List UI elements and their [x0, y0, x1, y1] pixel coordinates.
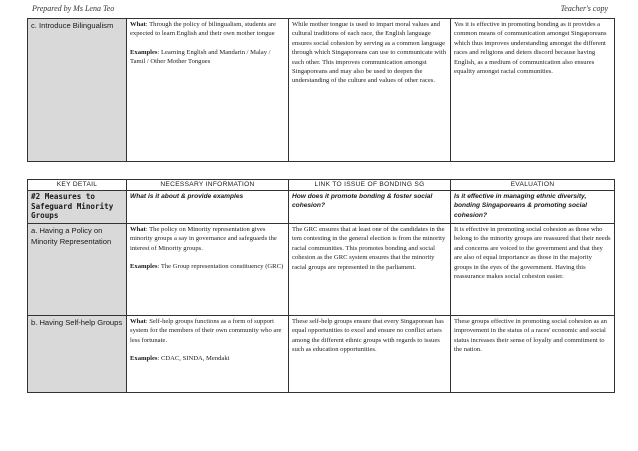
author-label: Prepared by Ms Lena Teo [32, 4, 115, 13]
section-title: #2 Measures to Safeguard Minority Groups [28, 191, 127, 224]
column-header: KEY DETAIL [28, 180, 127, 191]
page-header [32, 4, 608, 16]
info-cell [127, 19, 289, 162]
bilingualism-table [27, 18, 615, 162]
what-paragraph: What: Through the policy of bilingualism, students are expected to learn English and their own mother tongue [130, 21, 277, 38]
section-link-prompt: How does it promote bonding & foster social cohesion? [289, 191, 451, 224]
column-header: NECESSARY INFORMATION [127, 180, 289, 191]
minority-measures-table [27, 179, 615, 393]
table-row [28, 19, 615, 162]
table-row [28, 316, 615, 393]
info-cell [127, 316, 289, 393]
column-header: EVALUATION [451, 180, 615, 191]
info-cell [127, 224, 289, 316]
key-detail-cell: a. Having a Policy on Minority Representation [28, 224, 127, 316]
copy-label: Teacher's copy [560, 4, 608, 13]
section-evaluation-prompt: Is it effective in managing ethnic diversity, bonding Singaporeans & promoting social cohesion? [451, 191, 615, 224]
section-info-prompt: What is it about & provide examples [127, 191, 289, 224]
key-detail-cell: b. Having Self-help Groups [28, 316, 127, 393]
key-detail-cell: c. Introduce Bilingualism [28, 19, 127, 162]
examples-paragraph: Examples: The Group representation constituency (GRC) [130, 263, 284, 271]
section-heading-row [28, 191, 615, 224]
link-cell: The GRC ensures that at least one of the candidates in the tem contesting in the general election is from the minority racial communities. This promotes bonding and social cohesion as the GRC system ensures that the minority racial groups are represented in the parliament. [289, 224, 451, 316]
what-paragraph: What: The policy on Minority representation gives minority groups a say in governance and safeguards the interest of Minority groups. [130, 226, 277, 252]
table-row [28, 224, 615, 316]
column-header: LINK TO ISSUE OF BONDING SG [289, 180, 451, 191]
header-row [28, 180, 615, 191]
link-cell: These self-help groups ensure that every Singaporean has equal opportunities to excel and ensure no conflict arises among the different ethnic groups with regards to issues such as education opportunities. [289, 316, 451, 393]
examples-paragraph: Examples: Learning English and Mandarin / Malay / Tamil / Other Mother Tongues [130, 48, 271, 66]
link-cell: While mother tongue is used to impart moral values and cultural traditions of each race, the English language ensures social cohesion by serving as a common language through which Singaporeans can use to communicate with each other. This improves communication amongst Singaporeans and may also be used to deepen the understanding of the culture and values of other races. [289, 19, 451, 162]
evaluation-cell: These groups effective in promoting social cohesion as an improvement in the status of a races' economic and social status increases their sense of loyalty and commitment to the nation. [451, 316, 615, 393]
examples-paragraph: Examples: CDAC, SINDA, Mendaki [130, 355, 230, 363]
evaluation-cell: Yes it is effective in promoting bonding as it provides a common means of communication amongst Singaporeans which thus improves understanding amongst the different races and religions and deters discord because having English, as a medium of communication also ensures equality amongst racial communities. [451, 19, 615, 162]
evaluation-cell: It is effective in promoting social cohesion as those who belong to the minority groups are reassured that their needs and concerns are voiced to the government and that they are also of equal importance as those in the majority groups in the eyes of the government. Having this reassurance makes social cohesion easier. [451, 224, 615, 316]
what-paragraph: What: Self-help groups functions as a form of support system for the members of their own community who are less fortunate. [130, 318, 282, 344]
